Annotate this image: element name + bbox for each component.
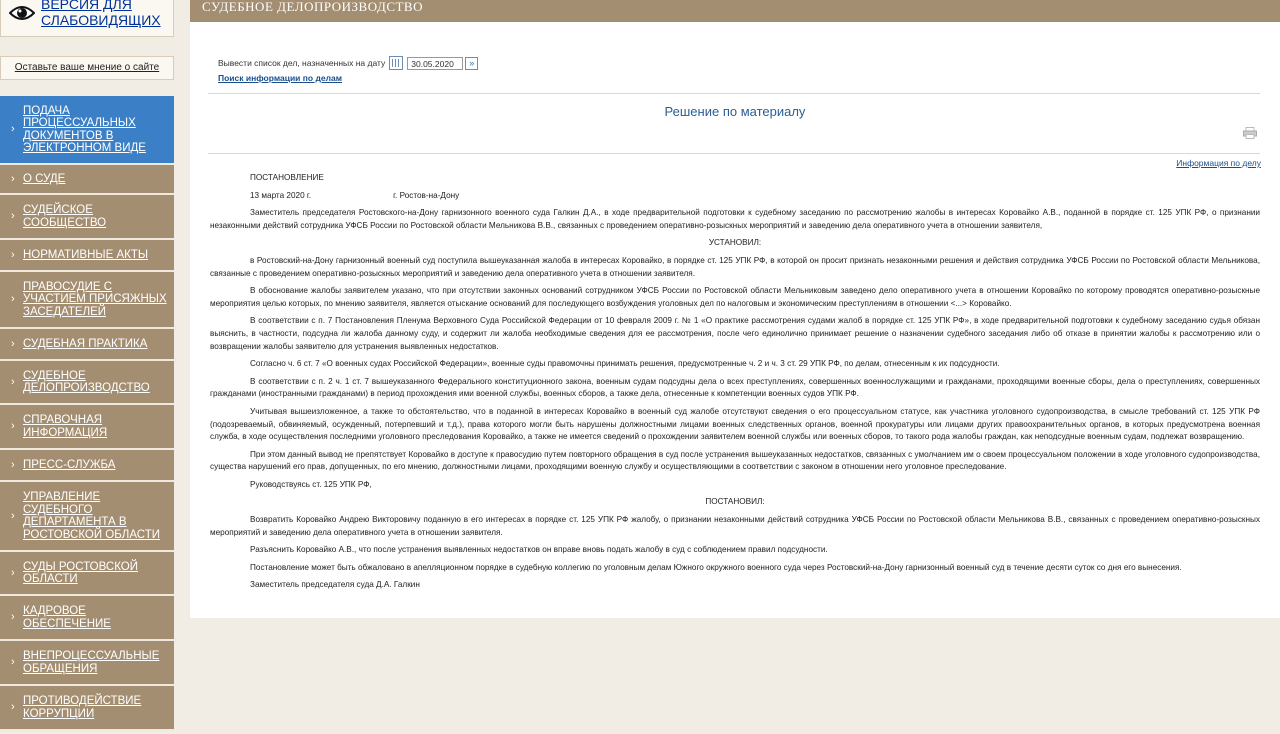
- left-sidebar: [0, 0, 174, 734]
- doc-paragraph: В соответствии с п. 2 ч. 1 ст. 7 вышеуказанного Федерального конституционного закона, военным судам подсудны дела о всех преступлениях, совершенных военнослужащими и гражданами, проходящими военные сборы, дела о преступлениях, совершенных гражданами (иностранными гражданами) в период прохождения ими военной службы, военных сборов, а также дела, отнесенные к компетенции военных судов УПК РФ.: [210, 376, 1260, 399]
- doc-section-established: УСТАНОВИЛ:: [708, 238, 762, 248]
- doc-paragraph: Руководствуясь ст. 125 УПК РФ,: [250, 479, 372, 489]
- doc-paragraph: Постановление может быть обжаловано в апелляционном порядке в судебную коллегию по уголовным делам Южного окружного военного суда через Ростовский-на-Дону гарнизонный военный суд в течение десяти суток со дня его вынесения.: [250, 562, 1182, 572]
- show-cases-button[interactable]: »: [465, 57, 478, 70]
- section-title: СУДЕБНОЕ ДЕЛОПРОИЗВОДСТВО: [190, 0, 1280, 22]
- decision-title: Решение по материалу: [664, 104, 806, 119]
- doc-paragraph: В обоснование жалобы заявителем указано, что при отсутствии законных оснований сотрудником УФСБ России по Ростовской области Мельниковым заведено дело оперативного учета в отношении Коровайко по которому проводятся оперативно-розыскные мероприятия целью которых, по мнению заявителя, является отыскание оснований для последующего возбуждения уголовных дел по налоговым и экономическим преступлениям в отношении <...> Коровайко.: [210, 286, 1260, 308]
- doc-paragraph: Учитывая вышеизложенное, а также то обстоятельство, что в поданной в интересах Коровайко в военный суд жалобе отсутствуют сведения о его процессуальном статусе, как участника уголовного судопроизводства, в смысле требований ст. 125 УПК РФ (подозреваемый, обвиняемый, осужденный, потерпевший и т.д.), права которого могли быть нарушены должностными лицами военных следственных органов, военной прокуратуры или лицами других правоохранительных органов, в которых предусмотрена военная служба, в ходе осуществления последними уголовного преследования Коровайко, а также не имеется сведений о прохождении заявителем военной службы или военных сборов, то такого рода жалобы граждан, как неподсудные военным судам, подлежат возвращению.: [210, 406, 1260, 442]
- sidebar-item-regulations[interactable]: › НОРМАТИВНЫЕ АКТЫ: [0, 240, 174, 272]
- doc-paragraph: в Ростовский-на-Дону гарнизонный военный суд поступила вышеуказанная жалоба в интересах Коровайко, в порядке ст. 125 УПК РФ, в которой он просит признать незаконными решения и действия сотрудника УФСБ России по Ростовской области Мельникова, связанные с проведением оперативно-розыскных мероприятий и заведению дела оперативного учета в отношении заявителя.: [210, 255, 1260, 278]
- feedback-link[interactable]: Оставьте ваше мнение о сайте: [0, 56, 174, 80]
- divider: [208, 153, 1260, 154]
- date-input[interactable]: 30.05.2020: [407, 57, 463, 70]
- sidebar-item-about[interactable]: › О СУДЕ: [0, 165, 174, 195]
- sidebar-item-anticorruption[interactable]: › ПРОТИВОДЕЙСТВИЕ КОРРУПЦИИ: [0, 686, 174, 731]
- main-content: [190, 0, 1280, 734]
- case-info-link[interactable]: Информация по делу: [1176, 158, 1261, 168]
- eye-icon: [9, 2, 35, 24]
- sidebar-nav: [0, 96, 174, 731]
- doc-section-resolved: ПОСТАНОВИЛ:: [705, 497, 765, 507]
- print-icon[interactable]: [1243, 127, 1257, 139]
- doc-signature: Заместитель председателя суда Д.А. Галкин: [250, 580, 420, 590]
- doc-paragraph: Заместитель председателя Ростовского-на-Дону гарнизонного военного суда Галкин Д.А., в ходе предварительной подготовки к судебному заседанию по рассмотрению жалобы в интересах Коровайко А.В., поданной в порядке ст. 125 УПК РФ, о признании незаконными действий сотрудника УФСБ России по Ростовской области Мельникова В.В., связанных с проведением оперативно-розыскных мероприятий и заведению дела оперативного учета в отношении заявителя,: [210, 208, 1260, 230]
- doc-paragraph: В соответствии с п. 7 Постановления Пленума Верховного Суда Российской Федерации от 10 февраля 2009 г. № 1 «О практике рассмотрения судами жалоб в порядке ст. 125 УПК РФ», в ходе предварительной подготовки к судебному заседанию судья обязан выяснить, в частности, подсудна ли жалоба данному суду, и содержит ли жалоба необходимые сведения для ее рассмотрения, после чего единолично принимает решение о назначении судебного заседания либо об отказе в принятии жалобы к рассмотрению или о возвращении жалобы заявителю для устранения выявленных недостатков.: [210, 316, 1260, 351]
- sidebar-item-e-filing[interactable]: › ПОДАЧА ПРОЦЕССУАЛЬНЫХ ДОКУМЕНТОВ В ЭЛЕКТРОННОМ ВИДЕ: [0, 96, 174, 165]
- sidebar-item-appeals[interactable]: › ВНЕПРОЦЕССУАЛЬНЫЕ ОБРАЩЕНИЯ: [0, 641, 174, 686]
- doc-paragraph: Разъяснить Коровайко А.В., что после устранения выявленных недостатков он вправе вновь подать жалобу в суд с соблюдением правил подсудности.: [250, 545, 828, 555]
- sidebar-item-press[interactable]: › ПРЕСС-СЛУЖБА: [0, 450, 174, 482]
- doc-paragraph: При этом данный вывод не препятствует Коровайко в доступе к правосудию путем повторного обращения в суд после устранения вышеуказанных недостатков, связанных с умолчанием им о своем процессуальном положении в ходе уголовного судопроизводства, существа нарушений его прав, допущенных, по его мнению, должностными лицами, проходящими военную службу и осуществляющими в соответствии с законом в отношении него уголовное преследование.: [210, 449, 1260, 472]
- sidebar-item-department[interactable]: › УПРАВЛЕНИЕ СУДЕБНОГО ДЕПАРТАМЕНТА В РОСТОВСКОЙ ОБЛАСТИ: [0, 482, 174, 552]
- sidebar-item-courts[interactable]: › СУДЫ РОСТОВСКОЙ ОБЛАСТИ: [0, 552, 174, 596]
- sidebar-item-staffing[interactable]: › КАДРОВОЕ ОБЕСПЕЧЕНИЕ: [0, 596, 174, 641]
- doc-dateline: 13 марта 2020 г. г. Ростов-на-Дону: [250, 190, 460, 200]
- decision-document: [210, 172, 1260, 597]
- doc-paragraph: Согласно ч. 6 ст. 7 «О военных судах Российской Федерации», военные суды правомочны принимать решения, предусмотренные ч. 2 и ч. 3 ст. 29 УПК РФ, по делам, отнесенным к их подсудности.: [250, 359, 1000, 369]
- divider: [208, 93, 1260, 94]
- date-filter-label: Вывести список дел, назначенных на дату: [218, 58, 386, 68]
- accessibility-version-link[interactable]: [0, 0, 174, 37]
- sidebar-item-reference[interactable]: › СПРАВОЧНАЯ ИНФОРМАЦИЯ: [0, 405, 174, 450]
- accessibility-version-label: ВЕРСИЯ ДЛЯ СЛАБОВИДЯЩИХ: [41, 0, 161, 28]
- calendar-icon[interactable]: [389, 56, 403, 70]
- sidebar-item-practice[interactable]: › СУДЕБНАЯ ПРАКТИКА: [0, 329, 174, 361]
- case-search-link[interactable]: Поиск информации по делам: [218, 73, 342, 83]
- content-panel: [190, 22, 1280, 618]
- doc-heading: ПОСТАНОВЛЕНИЕ: [250, 173, 324, 182]
- sidebar-item-proceedings[interactable]: › СУДЕБНОЕ ДЕЛОПРОИЗВОДСТВО: [0, 361, 174, 405]
- sidebar-item-jury[interactable]: › ПРАВОСУДИЕ С УЧАСТИЕМ ПРИСЯЖНЫХ ЗАСЕДАТЕЛЕЙ: [0, 272, 174, 329]
- doc-paragraph: Возвратить Коровайко Андрею Викторовичу поданную в его интересах в порядке ст. 125 УПК РФ жалобу, о признании незаконными действий сотрудника УФСБ России по Ростовской области Мельникова В.В., связанных с проведением оперативно-розыскных мероприятий и заведению дела оперативного учета в отношении заявителя.: [210, 515, 1260, 537]
- sidebar-item-judges[interactable]: › СУДЕЙСКОЕ СООБЩЕСТВО: [0, 195, 174, 240]
- date-filter: [218, 56, 478, 70]
